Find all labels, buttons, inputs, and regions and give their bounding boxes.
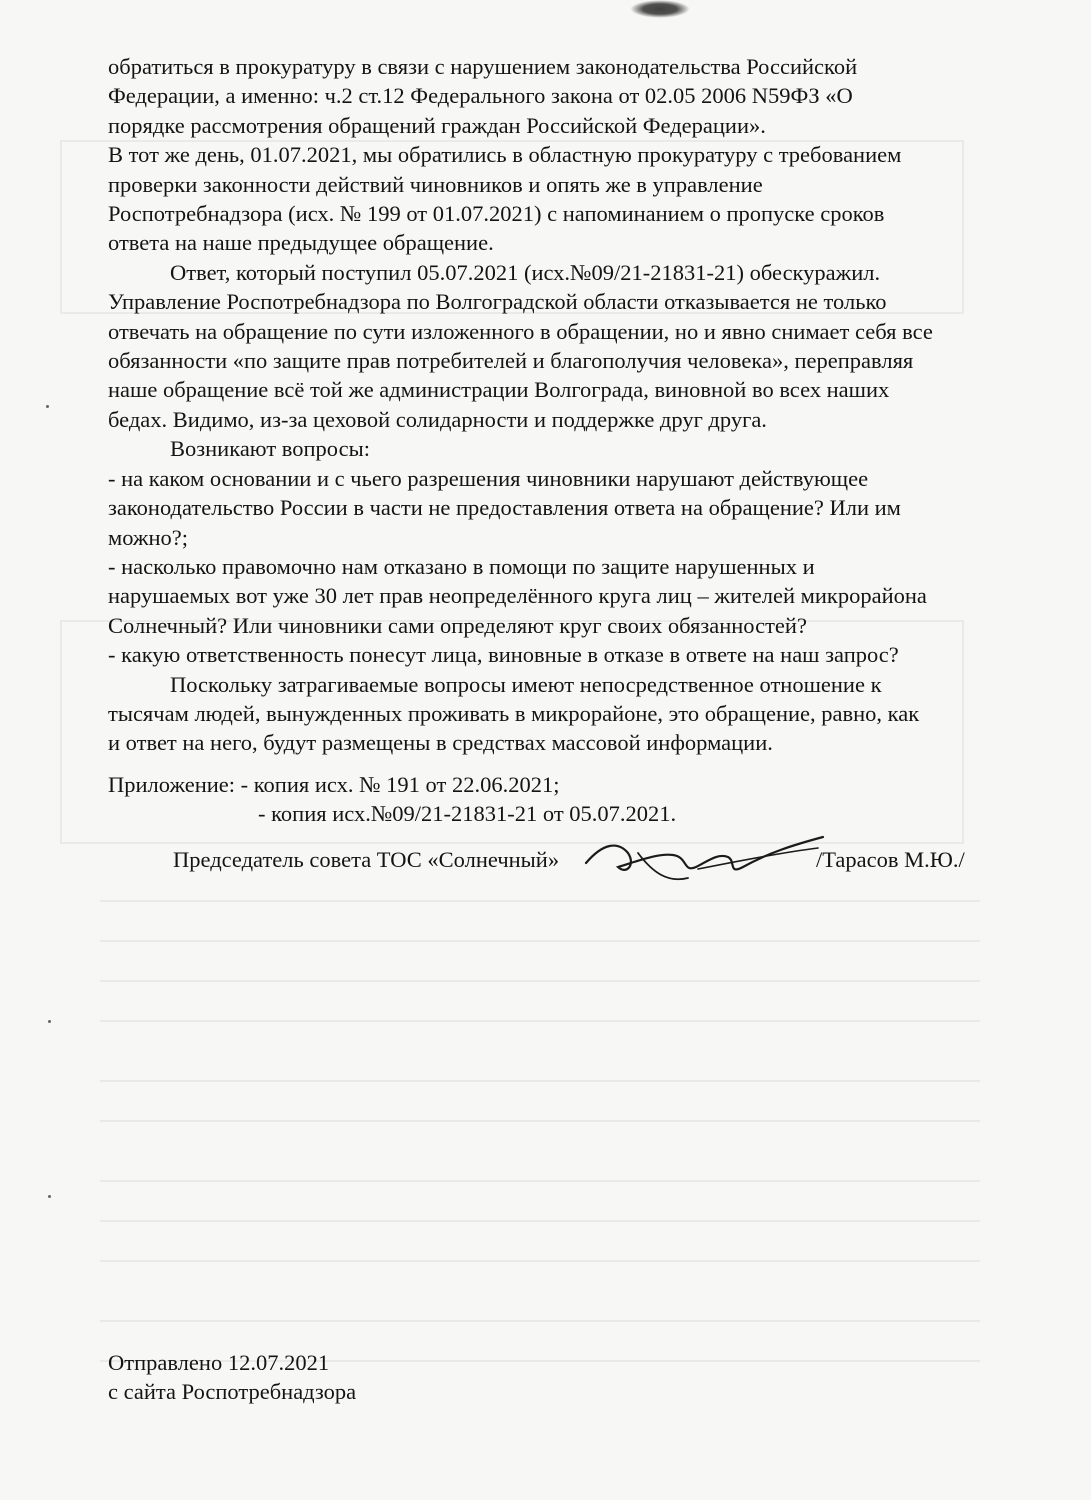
paragraph-line: Солнечный? Или чиновники сами определяют круг своих обязанностей? [108, 612, 807, 638]
sent-source: с сайта Роспотребнадзора [108, 1379, 357, 1405]
scan-speck [48, 1020, 51, 1023]
appendix-line-1: Приложение: - копия исх. № 191 от 22.06.2021; [108, 772, 560, 797]
paragraph-line: наше обращение всё той же администрации Волгограда, виновной во всех наших [108, 377, 890, 403]
sent-note [108, 1348, 356, 1407]
paragraph-line: бедах. Видимо, из-за цеховой солидарности и поддержке друг друга. [108, 406, 767, 432]
paragraph-line: Федерации, а именно: ч.2 ст.12 Федерального закона от 02.05 2006 N59ФЗ «О [108, 83, 853, 109]
appendix [108, 770, 676, 829]
paragraph-line: ответа на наше предыдущее обращение. [108, 230, 494, 256]
paragraph-line: проверки законности действий чиновников и опять же в управление [108, 171, 763, 197]
paragraph-line: Поскольку затрагиваемые вопросы имеют непосредственное отношение к [170, 671, 882, 697]
appendix-line-2: - копия исх.№09/21-21831-21 от 05.07.2021. [258, 801, 677, 827]
paragraph-line: Управление Роспотребнадзора по Волгоградской области отказывается не только [108, 289, 887, 315]
paragraph-line: порядке рассмотрения обращений граждан Российской Федерации». [108, 112, 766, 138]
paragraph-line: Роспотребнадзора (исх. № 199 от 01.07.2021) с напоминанием о пропуске сроков [108, 201, 885, 227]
scan-speck [46, 405, 49, 408]
sent-date: Отправлено 12.07.2021 [108, 1350, 330, 1375]
paragraph-line: Ответ, который поступил 05.07.2021 (исх.№09/21-21831-21) обескуражил. [170, 259, 881, 285]
paragraph-line: обратиться в прокуратуру в связи с нарушением законодательства Российской [108, 54, 858, 79]
paragraph-line: нарушаемых вот уже 30 лет прав неопределённого круга лиц – жителей микрорайона [108, 583, 927, 609]
paragraph-line: и ответ на него, будут размещены в средствах массовой информации. [108, 730, 773, 756]
ink-blot [630, 0, 690, 18]
paragraph-line: - какую ответственность понесут лица, виновные в отказе в ответе на наш запрос? [108, 642, 899, 668]
scan-speck [48, 1195, 51, 1198]
paragraph-line: - на каком основании и с чьего разрешения чиновники нарушают действующее [108, 465, 869, 491]
signatory-title: Председатель совета ТОС «Солнечный» [173, 847, 560, 872]
paragraph-line: законодательство России в части не предоставления ответа на обращение? Или им [108, 495, 901, 521]
paragraph-line: тысячам людей, вынужденных проживать в микрорайоне, это обращение, равно, как [108, 700, 920, 726]
handwritten-signature [578, 823, 828, 893]
signatory-name: /Тарасов М.Ю./ [816, 847, 965, 872]
letter-body [108, 52, 988, 758]
paragraph-line: можно?; [108, 524, 189, 550]
paragraph-line: Возникают вопросы: [170, 436, 370, 462]
paragraph-line: обязанности «по защите прав потребителей и благополучия человека», переправляя [108, 348, 914, 374]
paragraph-line: В тот же день, 01.07.2021, мы обратились в областную прокуратуру с требованием [108, 142, 902, 168]
paragraph-line: отвечать на обращение по сути изложенного в обращении, но и явно снимает себя все [108, 318, 933, 344]
paragraph-line: - насколько правомочно нам отказано в помощи по защите нарушенных и [108, 553, 815, 579]
